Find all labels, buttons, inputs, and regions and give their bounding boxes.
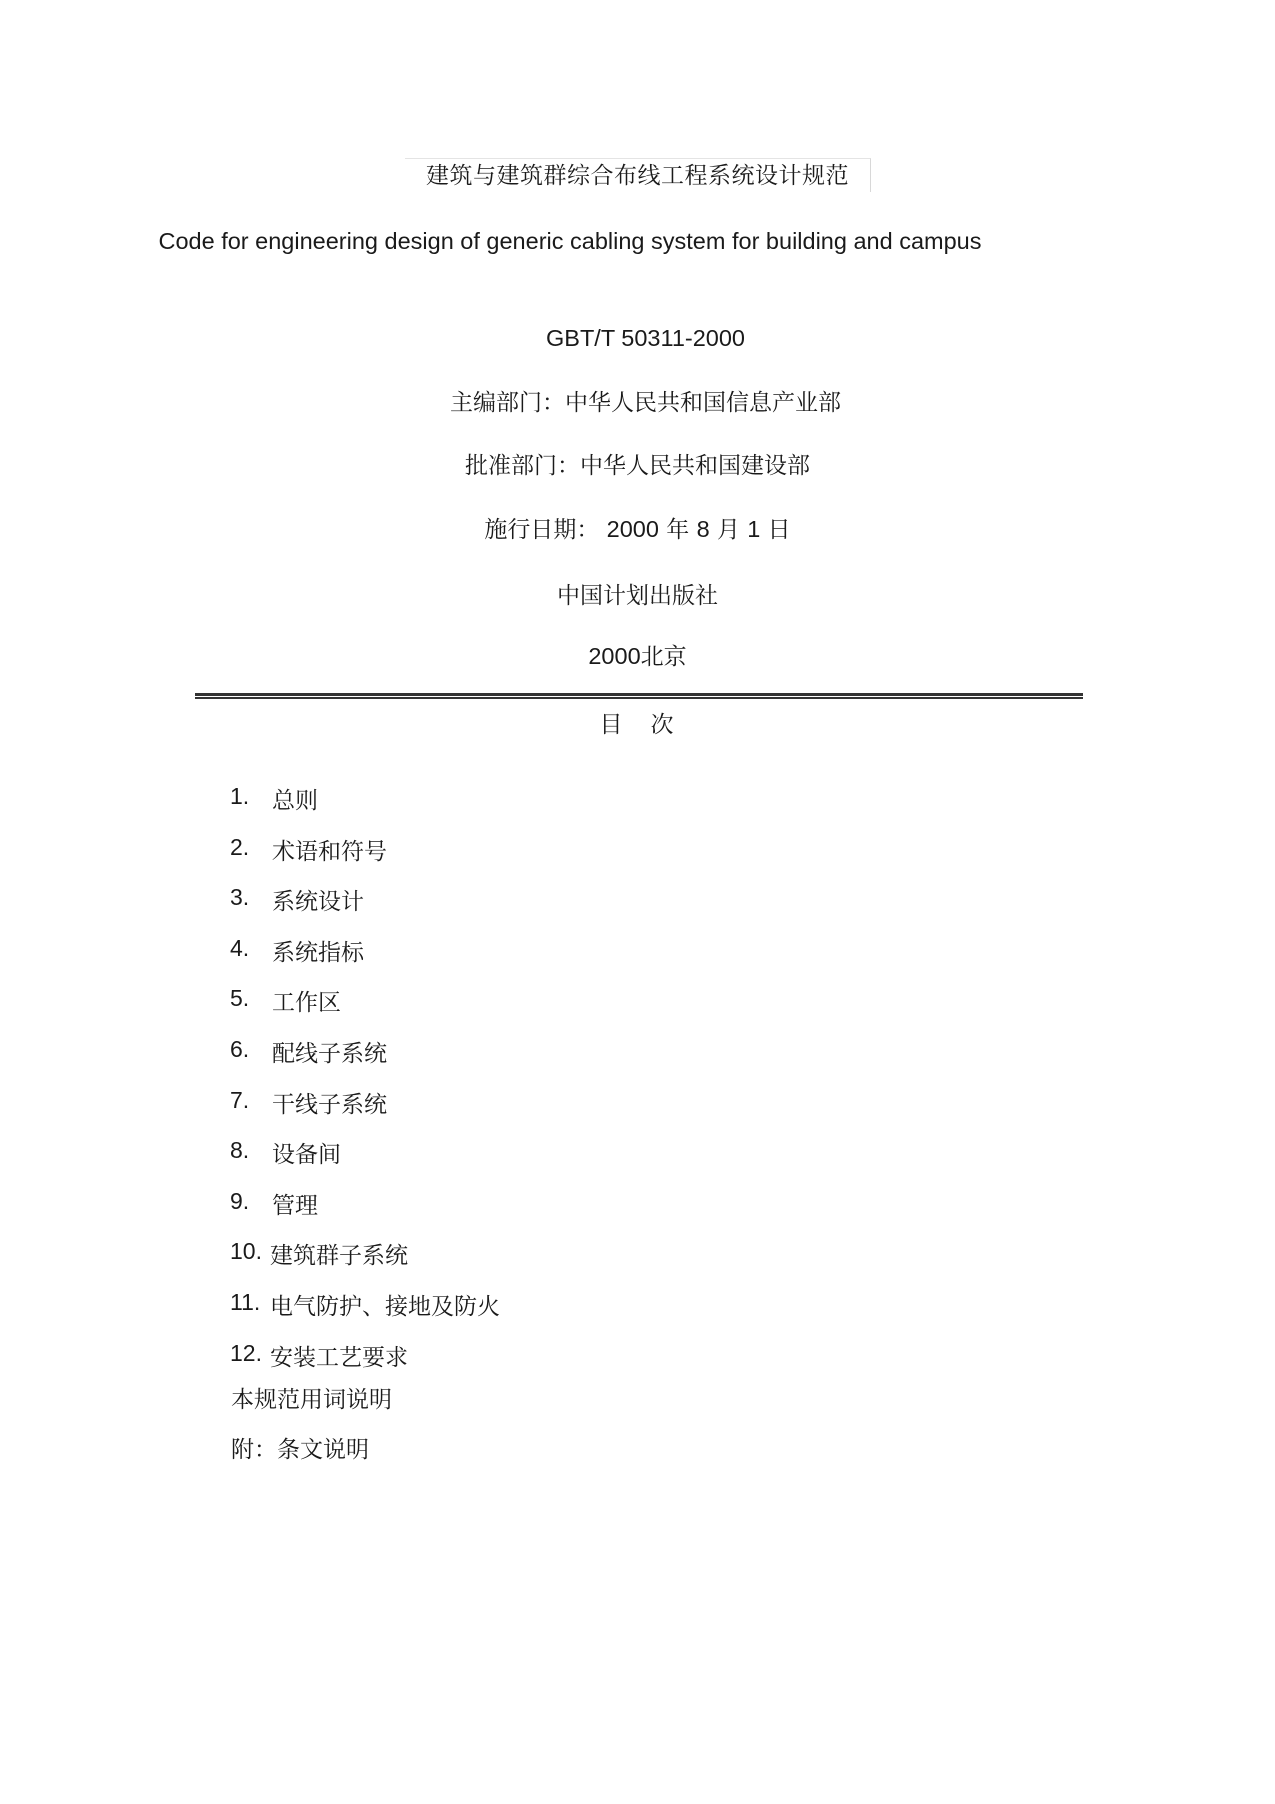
toc-item-label: 系统设计: [272, 889, 364, 916]
toc-item[interactable]: [230, 881, 830, 932]
toc-heading: 目次: [599, 712, 702, 738]
toc-item-label: 设备间: [272, 1142, 341, 1169]
toc-appendix-explanation[interactable]: 附：条文说明: [231, 1437, 369, 1463]
toc-item-number: 11.: [230, 1288, 261, 1315]
toc-item[interactable]: [230, 1286, 830, 1337]
toc-item-number: 10.: [230, 1238, 262, 1265]
toc-item-label: 干线子系统: [272, 1091, 387, 1118]
toc-item[interactable]: [230, 1033, 830, 1084]
toc-item-number: 8.: [230, 1137, 250, 1164]
toc-item-number: 7.: [230, 1086, 250, 1113]
toc-item-number: 9.: [230, 1187, 250, 1214]
toc-item[interactable]: [230, 982, 830, 1033]
document-title-cn: 建筑与建筑群综合布线工程系统设计规范: [405, 158, 871, 192]
publication-city: 北京: [640, 644, 687, 670]
effective-date-line: [0, 513, 1275, 546]
approver-line: [0, 450, 1275, 482]
toc-item-label: 工作区: [272, 990, 341, 1017]
toc-item-label: 安装工艺要求: [270, 1344, 408, 1371]
toc-item-number: 3.: [230, 884, 250, 911]
standard-code: GBT/T 50311-2000: [545, 325, 745, 351]
toc-item-label: 配线子系统: [272, 1040, 387, 1067]
toc-item-label: 建筑群子系统: [270, 1243, 408, 1270]
publisher: 中国计划出版社: [557, 583, 718, 609]
toc-item-label: 术语和符号: [272, 838, 387, 865]
date-month: 8: [696, 516, 710, 542]
publication-year: 2000: [588, 643, 641, 669]
approver-label: 批准部门：: [465, 453, 580, 479]
document-title-en: Code for engineering design of generic cabling system for building and campus: [158, 228, 982, 254]
toc-item[interactable]: [230, 1084, 830, 1135]
table-of-contents: [230, 780, 830, 1387]
toc-item[interactable]: [230, 831, 830, 882]
toc-item-number: 1.: [230, 783, 250, 809]
toc-item[interactable]: [230, 1185, 830, 1236]
toc-item-number: 4.: [230, 934, 250, 961]
editor-value: 中华人民共和国信息产业部: [565, 390, 841, 416]
toc-item-label: 电气防护、接地及防火: [270, 1293, 500, 1320]
toc-item-label: 系统指标: [272, 939, 364, 966]
toc-item[interactable]: [230, 780, 830, 831]
approver-value: 中华人民共和国建设部: [580, 453, 810, 479]
toc-item-number: 12.: [230, 1339, 262, 1366]
date-label: 施行日期：: [484, 517, 600, 543]
date-day-unit: 日: [767, 517, 791, 543]
toc-item[interactable]: [230, 1235, 830, 1286]
toc-item-number: 6.: [230, 1035, 250, 1062]
toc-item[interactable]: [230, 1134, 830, 1185]
toc-appendix-terms[interactable]: 本规范用词说明: [231, 1387, 392, 1413]
date-year-unit: 年: [666, 517, 690, 543]
date-year: 2000: [606, 516, 659, 542]
date-day: 1: [747, 516, 761, 542]
publication-place-line: [0, 640, 1275, 673]
toc-item-number: 2.: [230, 833, 250, 860]
toc-item[interactable]: [230, 932, 830, 983]
toc-item-label: 总则: [272, 788, 318, 814]
editor-line: [8, 387, 1275, 419]
toc-item-number: 5.: [230, 985, 250, 1012]
toc-item[interactable]: [230, 1337, 830, 1388]
date-month-unit: 月: [716, 517, 740, 543]
toc-item-label: 管理: [272, 1192, 318, 1219]
editor-label: 主编部门：: [450, 390, 565, 416]
double-rule-divider: [195, 693, 1083, 699]
